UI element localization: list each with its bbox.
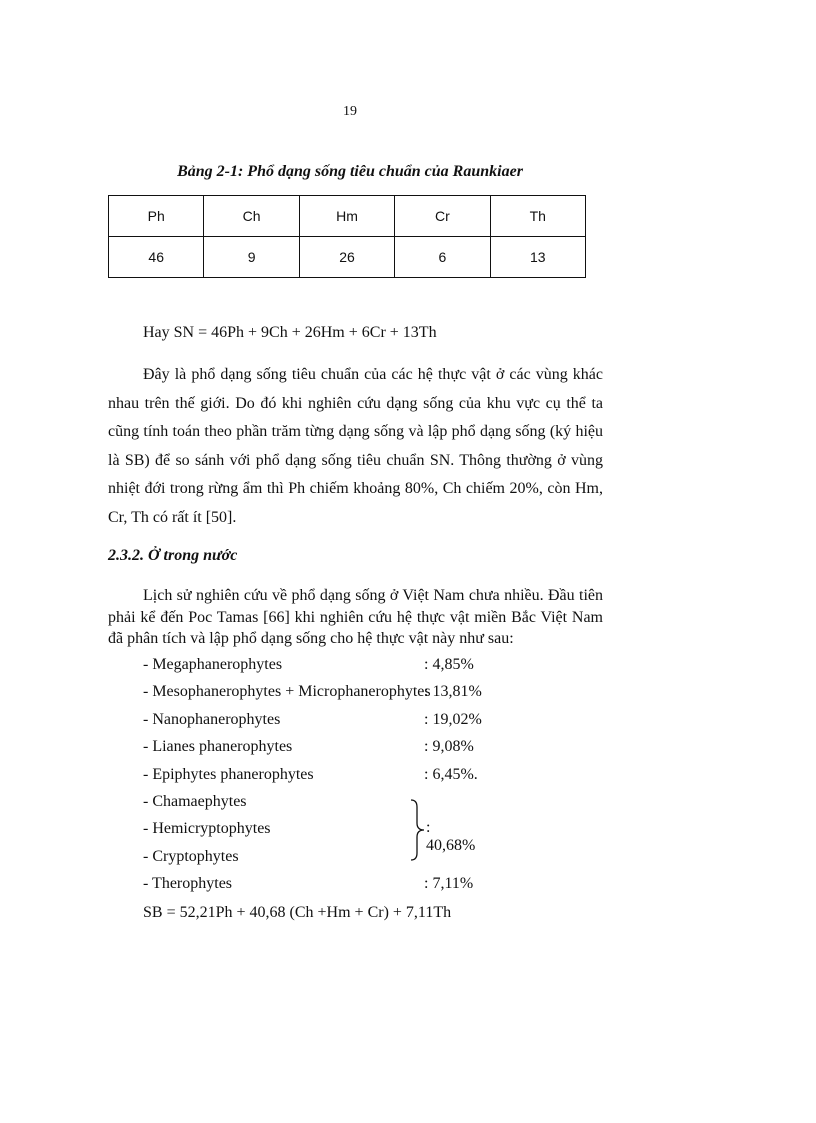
grouped-value: : 40,68% xyxy=(426,819,476,854)
table-value-row xyxy=(109,237,586,278)
table-header-cell: Cr xyxy=(395,196,490,237)
table-caption: Bảng 2-1: Phổ dạng sống tiêu chuẩn của Raunkiaer xyxy=(177,163,523,180)
list-item-value: : 7,11% xyxy=(424,875,474,893)
formula-sb: SB = 52,21Ph + 40,68 (Ch +Hm + Cr) + 7,11Th xyxy=(143,904,452,921)
list-item-value: : 9,08% xyxy=(424,738,474,756)
list-item-name: - Cryptophytes xyxy=(143,847,239,865)
paragraph-vietnam-history: Lịch sử nghiên cứu về phổ dạng sống ở Việt Nam chưa nhiều. Đầu tiên phải kể đến Poc Tamas [66] khi nghiên cứu hệ thực vật miền Bắc Việt Nam đã phân tích và lập phổ dạng sống cho hệ thực vật này như sau: xyxy=(108,587,603,647)
list-item-name: - Megaphanerophytes xyxy=(143,656,283,673)
table-value-cell: 46 xyxy=(109,237,204,278)
table-value-cell: 13 xyxy=(490,237,585,278)
page-number: 19 xyxy=(343,104,357,119)
table-header-cell: Th xyxy=(490,196,585,237)
raunkiaer-table xyxy=(108,195,586,278)
table-value-cell: 6 xyxy=(395,237,490,278)
table-header-row xyxy=(109,196,586,237)
list-item-name: - Mesophanerophytes + Microphanerophytes xyxy=(143,683,431,701)
list-item-value: : 19,02% xyxy=(424,710,482,728)
table-header-cell: Ph xyxy=(109,196,204,237)
list-item-value: : 6,45%. xyxy=(424,765,478,783)
list-item-value: : 13,81% xyxy=(424,683,482,701)
table-header-cell: Hm xyxy=(299,196,394,237)
section-heading: 2.3.2. Ở trong nước xyxy=(108,547,238,564)
formula-sn: Hay SN = 46Ph + 9Ch + 26Hm + 6Cr + 13Th xyxy=(143,324,437,341)
list-item-name: - Epiphytes phanerophytes xyxy=(143,765,314,783)
list-item-name: - Nanophanerophytes xyxy=(143,710,281,728)
table-value-cell: 9 xyxy=(204,237,299,278)
list-item-name: - Hemicryptophytes xyxy=(143,820,271,838)
paragraph-standard-spectrum: Đây là phổ dạng sống tiêu chuẩn của các hệ thực vật ở các vùng khác nhau trên thế giới. Do đó khi nghiên cứu dạng sống của khu vực cụ thể ta cũng tính toán theo phần trăm từng dạng sống và lập phổ dạng sống (ký hiệu là SB) để so sánh với phổ dạng sống tiêu chuẩn SN. Thông thường ở vùng nhiệt đới trong rừng ẩm thì Ph chiếm khoảng 80%, Ch chiếm 20%, còn Hm, Cr, Th có rất ít [50]. xyxy=(108,366,603,526)
table-header-cell: Ch xyxy=(204,196,299,237)
list-item-name: - Therophytes xyxy=(143,875,233,893)
list-item-name: - Chamaephytes xyxy=(143,792,247,810)
list-item-name: - Lianes phanerophytes xyxy=(143,738,293,756)
table-value-cell: 26 xyxy=(299,237,394,278)
list-item-value: : 4,85% xyxy=(424,656,474,673)
